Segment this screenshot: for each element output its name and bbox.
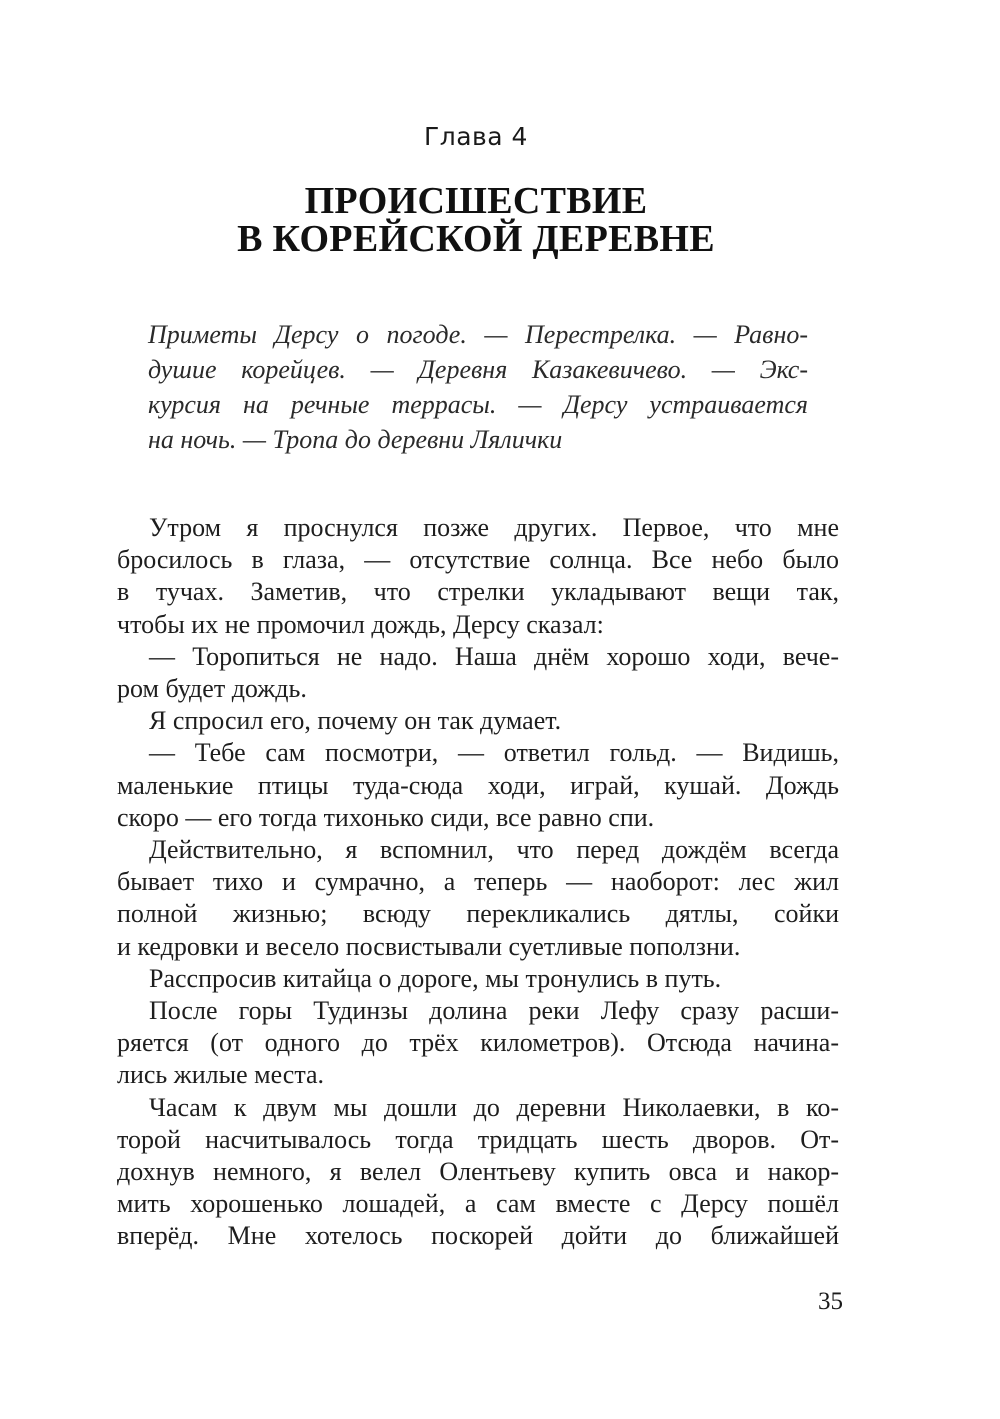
- text-line: После горы Тудинзы долина реки Лефу сразу расши-: [149, 996, 839, 1026]
- summary-line: курсия на речные террасы. — Дерсу устраивается: [148, 390, 808, 419]
- text-line: — Торопиться не надо. Наша днём хорошо ходи, вече-: [149, 641, 839, 671]
- chapter-number: Глава 4: [424, 122, 528, 151]
- text-line: Расспросив китайца о дороге, мы тронулись в путь.: [149, 963, 722, 993]
- text-line: вперёд. Мне хотелось поскорей дойти до ближайшей: [117, 1221, 839, 1251]
- text-line: ряется (от одного до трёх километров). Отсюда начина-: [117, 1028, 839, 1058]
- chapter-title-line: ПРОИСШЕСТВИЕ: [304, 180, 648, 222]
- chapter-title: [0, 182, 952, 258]
- text-line: бросилось в глаза, — отсутствие солнца. Все небо было: [117, 545, 839, 575]
- text-line: дохнув немного, я велел Олентьеву купить овса и накор-: [117, 1157, 839, 1187]
- text-line: ром будет дождь.: [117, 674, 307, 704]
- text-line: и кедровки и весело посвистывали суетливые поползни.: [117, 931, 741, 961]
- text-line: торой насчитывалось тогда тридцать шесть дворов. От-: [117, 1124, 839, 1154]
- page-number: 35: [818, 1288, 843, 1315]
- text-line: — Тебе сам посмотри, — ответил гольд. — Видишь,: [149, 738, 839, 768]
- text-line: Действительно, я вспомнил, что перед дождём всегда: [149, 835, 839, 865]
- text-line: Часам к двум мы дошли до деревни Николаевки, в ко-: [149, 1092, 839, 1122]
- text-line: бывает тихо и сумрачно, а теперь — наоборот: лес жил: [117, 867, 839, 897]
- text-line: полной жизнью; всюду перекликались дятлы, сойки: [117, 899, 839, 929]
- summary-line: Приметы Дерсу о погоде. — Перестрелка. — Равно-: [148, 320, 808, 349]
- body-text: [117, 512, 839, 1253]
- summary-line: душие корейцев. — Деревня Казакевичево. — Экс-: [148, 355, 808, 384]
- text-line: в тучах. Заметив, что стрелки укладывают вещи так,: [117, 577, 839, 607]
- text-line: скоро — его тогда тихонько сиди, все равно спи.: [117, 802, 655, 832]
- text-line: Утром я проснулся позже других. Первое, что мне: [149, 513, 839, 542]
- text-line: мить хорошенько лошадей, а сам вместе с Дерсу пошёл: [117, 1189, 839, 1219]
- chapter-title-line: В КОРЕЙСКОЙ ДЕРЕВНЕ: [237, 218, 715, 260]
- text-line: маленькие птицы туда-сюда ходи, играй, кушай. Дождь: [117, 770, 839, 800]
- text-line: Я спросил его, почему он так думает.: [149, 706, 562, 736]
- text-line: чтобы их не промочил дождь, Дерсу сказал:: [117, 609, 604, 639]
- summary-line: на ночь. — Тропа до деревни Лялички: [148, 425, 563, 454]
- chapter-summary: [148, 317, 808, 457]
- text-line: лись жилые места.: [117, 1060, 325, 1090]
